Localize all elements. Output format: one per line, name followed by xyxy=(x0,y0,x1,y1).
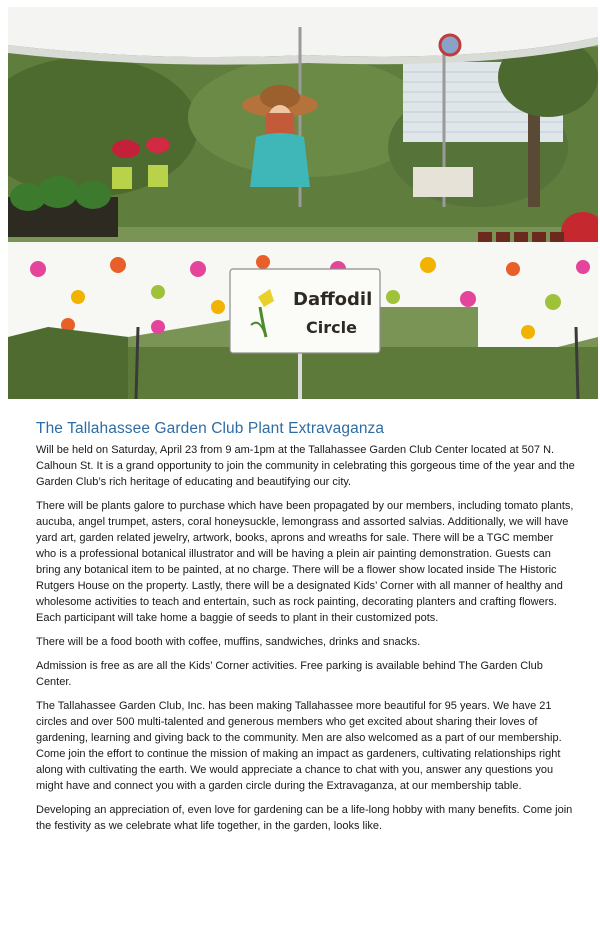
sign-line1: Daffodil xyxy=(293,289,373,310)
article-title: The Tallahassee Garden Club Plant Extravaganza xyxy=(36,420,385,437)
article-paragraph: The Tallahassee Garden Club, Inc. has been making Tallahassee more beautiful for 95 years. We have 21 circles and over 500 multi-talented and generous members who get excited about sharing their loves of gardening, learning and giving back to the community. Men are also welcomed as a part of our membership. Come join the effort to continue the mission of making an impact as gardeners, cultivating relationships right along with cultivating the earth. We would appreciate a chance to chat with you, answer any questions you might have and connect you with a garden circle during the Extravaganza, at our membership table. xyxy=(36,700,562,792)
article-paragraph: Admission is free as are all the Kids’ Corner activities. Free parking is available behind The Garden Club Center. xyxy=(36,660,543,688)
article-paragraph: Developing an appreciation of, even love for gardening can be a life-long hobby with many benefits. Come join the festivity as we celebrate what life together, in the garden, looks like. xyxy=(36,804,573,832)
sign-line2: Circle xyxy=(306,318,357,337)
event-photo xyxy=(8,7,598,399)
article-paragraph: There will be a food booth with coffee, muffins, sandwiches, drinks and snacks. xyxy=(36,636,421,648)
garden-table-photo-icon xyxy=(8,7,598,399)
article-paragraph: Will be held on Saturday, April 23 from 9 am-1pm at the Tallahassee Garden Club Center located at 507 N. Calhoun St. It is a grand opportunity to join the community in celebrating this gorgeous time of the year and the Garden Club’s rich heritage of educating and beautifying our city. xyxy=(36,444,575,488)
article xyxy=(36,420,576,842)
article-paragraph: There will be plants galore to purchase which have been propagated by our members, including tomato plants, aucuba, angel trumpet, asters, coral honeysuckle, lemongrass and assorted salvias. Additionally, we will have yard art, garden related jewelry, artwork, books, aprons and wreaths for sale. There will be a TGC member who is a professional botanical illustrator and will be having a plein air painting demonstration. Guests can bring any botanical item to be painted, at no charge. There will be a flower show located inside The Historic Rutgers House on the property. Lastly, there will be a designated Kids’ Corner with all manner of healthy and wholesome activities to teach and entertain, such as rock painting, decorating planters and crafting flowers. Each participant will take home a baggie of seeds to plant in their customized pots. xyxy=(36,500,574,624)
